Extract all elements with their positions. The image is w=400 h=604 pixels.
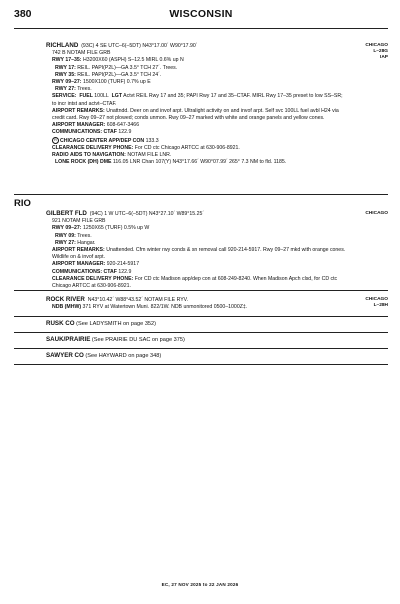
approach-frequency: 133.3 — [144, 137, 159, 144]
radar-approach-icon: R — [52, 137, 59, 144]
airport-entry-gilbert — [46, 210, 346, 290]
chart-ref: CHICAGO — [365, 297, 388, 302]
chart-refs-rock-river — [340, 297, 388, 309]
radio-aids-label: RADIO AIDS TO NAVIGATION: — [52, 151, 126, 158]
clearance-text: For CD ctc Madison app/dep con at 608-249-8240. When Madison Apch clsd, for CD ctc Chicago ARTCC at 630-906-8921. — [52, 275, 338, 290]
page-number: 380 — [14, 8, 32, 20]
cross-ref-name: SAWYER CO — [46, 352, 84, 359]
section-rule — [14, 348, 388, 349]
remarks-text: Unattended. Cfm winter rwy conds & sn removal call 920-214-5917. Rwy 09–27 mkd with orange cones. Wildlife on & invof arpt. — [52, 247, 346, 261]
airport-elev-line: 742 B NOTAM FILE GRB — [52, 50, 111, 57]
approach-label: CHICAGO CENTER APP/DEP CON — [60, 137, 145, 144]
cross-ref-text: (See HAYWARD on page 348) — [83, 353, 162, 359]
section-rule — [14, 194, 388, 195]
runway-end-label: RWY 09: — [55, 232, 76, 239]
cross-ref-rusk — [46, 320, 156, 327]
cross-ref-text: (See LADYSMITH on page 352) — [74, 321, 157, 327]
runway-label: RWY 17–35: — [52, 57, 82, 64]
manager-phone: 608-647-3466 — [105, 122, 140, 129]
fuel-label: FUEL — [79, 93, 93, 100]
chart-ref: L–28G — [373, 49, 388, 55]
cross-ref-name: SAUK/PRAIRIE — [46, 336, 91, 343]
airport-name: GILBERT FLD — [46, 210, 87, 217]
runway-end-text: Trees. — [75, 86, 92, 93]
ndb-text: 371 RYV at Watertown Muni. 822/1W. NDB unmonitored 0500–1000Z‡. — [81, 304, 248, 311]
manager-label: AIRPORT MANAGER: — [52, 122, 106, 129]
manager-phone: 920-214-5917 — [105, 261, 140, 268]
section-rule — [14, 332, 388, 333]
runway-text: H3200X60 (ASPH) S–12.5 MIRL 0.6% up N — [81, 57, 184, 64]
runway-text: 1250X65 (TURF) 0.5% up W — [81, 225, 150, 232]
clearance-text: For CD ctc Chicago ARTCC at 630-906-8921. — [133, 144, 240, 151]
runway-end-label: RWY 17: — [55, 64, 76, 71]
navaid-label: LONE ROCK (DH) DME — [55, 159, 112, 166]
runway-end-label: RWY 27: — [55, 86, 76, 93]
comms-label: COMMUNICATIONS: CTAF — [52, 268, 117, 275]
airport-name: RICHLAND — [46, 42, 79, 49]
chart-ref: CHICAGO — [365, 211, 388, 216]
cross-ref-name: RUSK CO — [46, 320, 75, 327]
airport-id-line: (94C) 1 W UTC–6(–5DT) N43°27.10´ W89°15.25´ — [89, 211, 205, 217]
clearance-section — [46, 276, 346, 290]
lighting-text: Actvt REIL Rwy 17 and 35; PAPI Rwy 17 and 35–CTAF. MIRL Rwy 17–35 preset to low SS–SR; to incr intst and actvt–CTAF. — [52, 93, 343, 107]
runway-label: RWY 09–27: — [52, 79, 82, 86]
runway-end-label: RWY 27: — [55, 239, 76, 246]
navaid-id-line: N43°10.42´ W88°43.52´ NOTAM FILE RYV. — [87, 297, 189, 303]
remarks-text: Unattndd. Deer on and invof arpt. Ultralight activity on and invof arpt. Self svc 100LL fuel avbl H24 via credit card. Rwy 09–27 not plowed; conds unmon. Rwy 09–27 marked with white and orange panels and yellow cones. — [52, 107, 339, 122]
chart-ref: CHICAGO — [365, 43, 388, 48]
runway-label: RWY 09–27: — [52, 225, 82, 232]
runway-end-text: REIL. PAPI(P2L)—GA 3.5° TCH 24´. — [75, 71, 162, 78]
header-rule — [14, 28, 388, 29]
chart-refs-richland — [340, 43, 388, 62]
chart-ref: L–28H — [373, 303, 388, 309]
lighting-label: LGT — [111, 93, 122, 100]
city-heading-rio: RIO — [14, 198, 31, 209]
cross-ref-sauk — [46, 336, 185, 343]
navaid-entry-rock-river — [46, 296, 346, 311]
ndb-label: NDB (MHW) — [52, 304, 82, 311]
remarks-label: AIRPORT REMARKS: — [52, 247, 105, 254]
page-header — [14, 8, 388, 26]
airport-id-line: (93C) 4 SE UTC–6(–5DT) N43°17.00´ W90°17.90´ — [81, 43, 198, 49]
airport-remarks — [46, 108, 346, 122]
section-rule — [14, 316, 388, 317]
airport-entry-richland — [46, 42, 346, 166]
state-title: WISCONSIN — [169, 8, 233, 20]
runway-text: 1500X100 (TURF) 0.7% up E — [81, 79, 151, 86]
runway-end-text: REIL. PAPI(P2L)—GA 3.5° TCH 27´. Trees. — [75, 64, 178, 71]
fuel-text: 100LL — [92, 93, 109, 100]
service-section — [46, 93, 346, 107]
ctaf-frequency: 122.9 — [116, 268, 132, 275]
runway-end-text: Hangar. — [75, 239, 96, 246]
airport-elev-line: 921 NOTAM FILE GRB — [52, 218, 106, 225]
runway-end-label: RWY 35: — [55, 71, 76, 78]
section-rule — [14, 364, 388, 365]
page-footer: EC, 27 NOV 2025 to 22 JAN 2026 — [161, 582, 239, 587]
chart-ref: IAP — [380, 55, 388, 61]
section-rule — [14, 290, 388, 291]
manager-label: AIRPORT MANAGER: — [52, 261, 106, 268]
runway-end-text: Trees. — [75, 232, 92, 239]
comms-label: COMMUNICATIONS: CTAF — [52, 129, 117, 136]
clearance-label: CLEARANCE DELIVERY PHONE: — [52, 144, 134, 151]
cross-ref-text: (See PRAIRIE DU SAC on page 375) — [90, 337, 185, 343]
navaid-name: ROCK RIVER — [46, 296, 85, 303]
service-label: SERVICE: — [52, 93, 77, 100]
cross-ref-sawyer — [46, 352, 161, 359]
navaid-text: 116.05 LNR Chan 107(Y) N43°17.66´ W90°07.99´ 265° 7.3 NM to fld. 1185. — [111, 159, 287, 166]
radio-aids-text: NOTAM FILE LNR. — [125, 151, 172, 158]
airport-remarks — [46, 247, 346, 261]
chart-refs-rio — [340, 211, 388, 217]
remarks-label: AIRPORT REMARKS: — [52, 107, 105, 114]
clearance-label: CLEARANCE DELIVERY PHONE: — [52, 275, 134, 282]
ctaf-frequency: 122.9 — [116, 129, 132, 136]
